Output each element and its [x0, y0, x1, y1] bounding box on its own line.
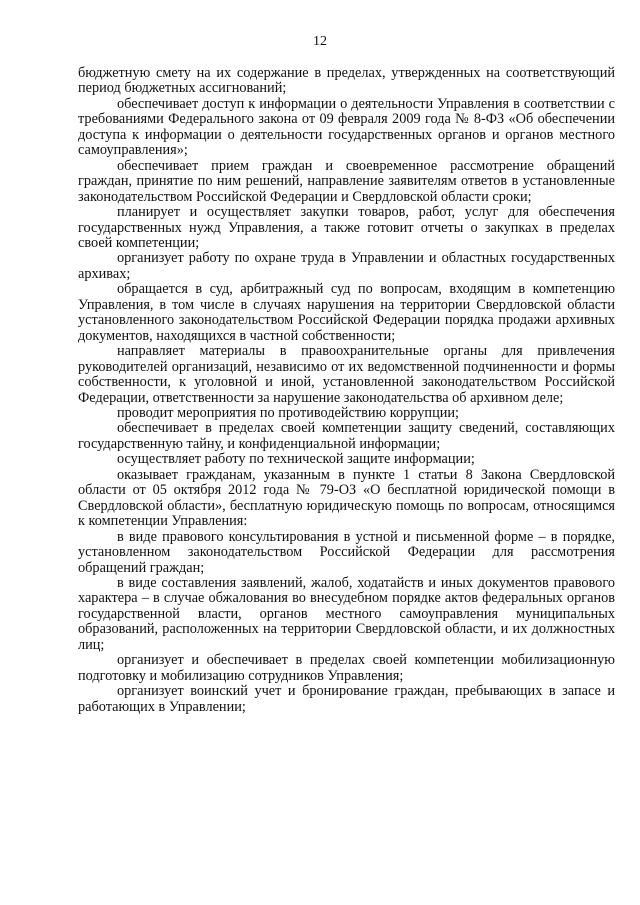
paragraph: обеспечивает доступ к информации о деятельности Управления в соответствии с требованиями Федерального закона от 09 февраля 2009 года № 8-ФЗ «Об обеспечении доступа к информации о деятельности государственных органов и органов местного самоуправления»;: [78, 95, 615, 159]
page-number: 12: [313, 34, 327, 49]
paragraph: обращается в суд, арбитражный суд по вопросам, входящим в компетенцию Управления, в том числе в случаях нарушения на территории Свердловской области установленного законодательством Российской Федерации порядка продажи архивных документов, находящихся в частной собственности;: [78, 281, 615, 344]
paragraph: обеспечивает прием граждан и своевременное рассмотрение обращений граждан, принятие по ним решений, направление заявителям ответов в установленные законодательством Российской Федерации и Свердловской области сроки;: [78, 157, 615, 205]
paragraph: проводит мероприятия по противодействию коррупции;: [117, 404, 459, 421]
paragraph: обеспечивает в пределах своей компетенции защиту сведений, составляющих государственную тайну, и конфиденциальной информации;: [78, 420, 615, 452]
paragraph: организует работу по охране труда в Управлении и областных государственных архивах;: [78, 250, 615, 282]
paragraph: бюджетную смету на их содержание в пределах, утвержденных на соответствующий период бюджетных ассигнований;: [78, 65, 615, 97]
document-body: [78, 66, 615, 715]
paragraph: осуществляет работу по технической защите информации;: [117, 451, 475, 468]
paragraph: в виде правового консультирования в устной и письменной форме – в порядке, установленном законодательством Российской Федерации для рассмотрения обращений граждан;: [78, 528, 615, 576]
paragraph: оказывает гражданам, указанным в пункте 1 статьи 8 Закона Свердловской области от 05 октября 2012 года № 79-ОЗ «О бесплатной юридической помощи в Свердловской области», бесплатную юридическую помощь по вопросам, относящимся к компетенции Управления:: [78, 466, 615, 530]
paragraph: организует воинский учет и бронирование граждан, пребывающих в запасе и работающих в Управлении;: [78, 683, 615, 715]
paragraph: направляет материалы в правоохранительные органы для привлечения руководителей организаций, независимо от их ведомственной подчиненности и формы собственности, к уголовной и иной, установленной законодательством Российской Федерации, ответственности за нарушение законодательства об архивном деле;: [78, 343, 615, 406]
paragraph: планирует и осуществляет закупки товаров, работ, услуг для обеспечения государственных нужд Управления, а также готовит отчеты о закупках в пределах своей компетенции;: [78, 204, 615, 251]
paragraph: организует и обеспечивает в пределах своей компетенции мобилизационную подготовку и мобилизацию сотрудников Управления;: [78, 652, 615, 684]
paragraph: в виде составления заявлений, жалоб, ходатайств и иных документов правового характера – в случае обжалования во внесудебном порядке актов федеральных органов государственной власти, органов местного самоуправления муниципальных образований, расположенных на территории Свердловской области, и их должностных лиц;: [78, 574, 615, 653]
